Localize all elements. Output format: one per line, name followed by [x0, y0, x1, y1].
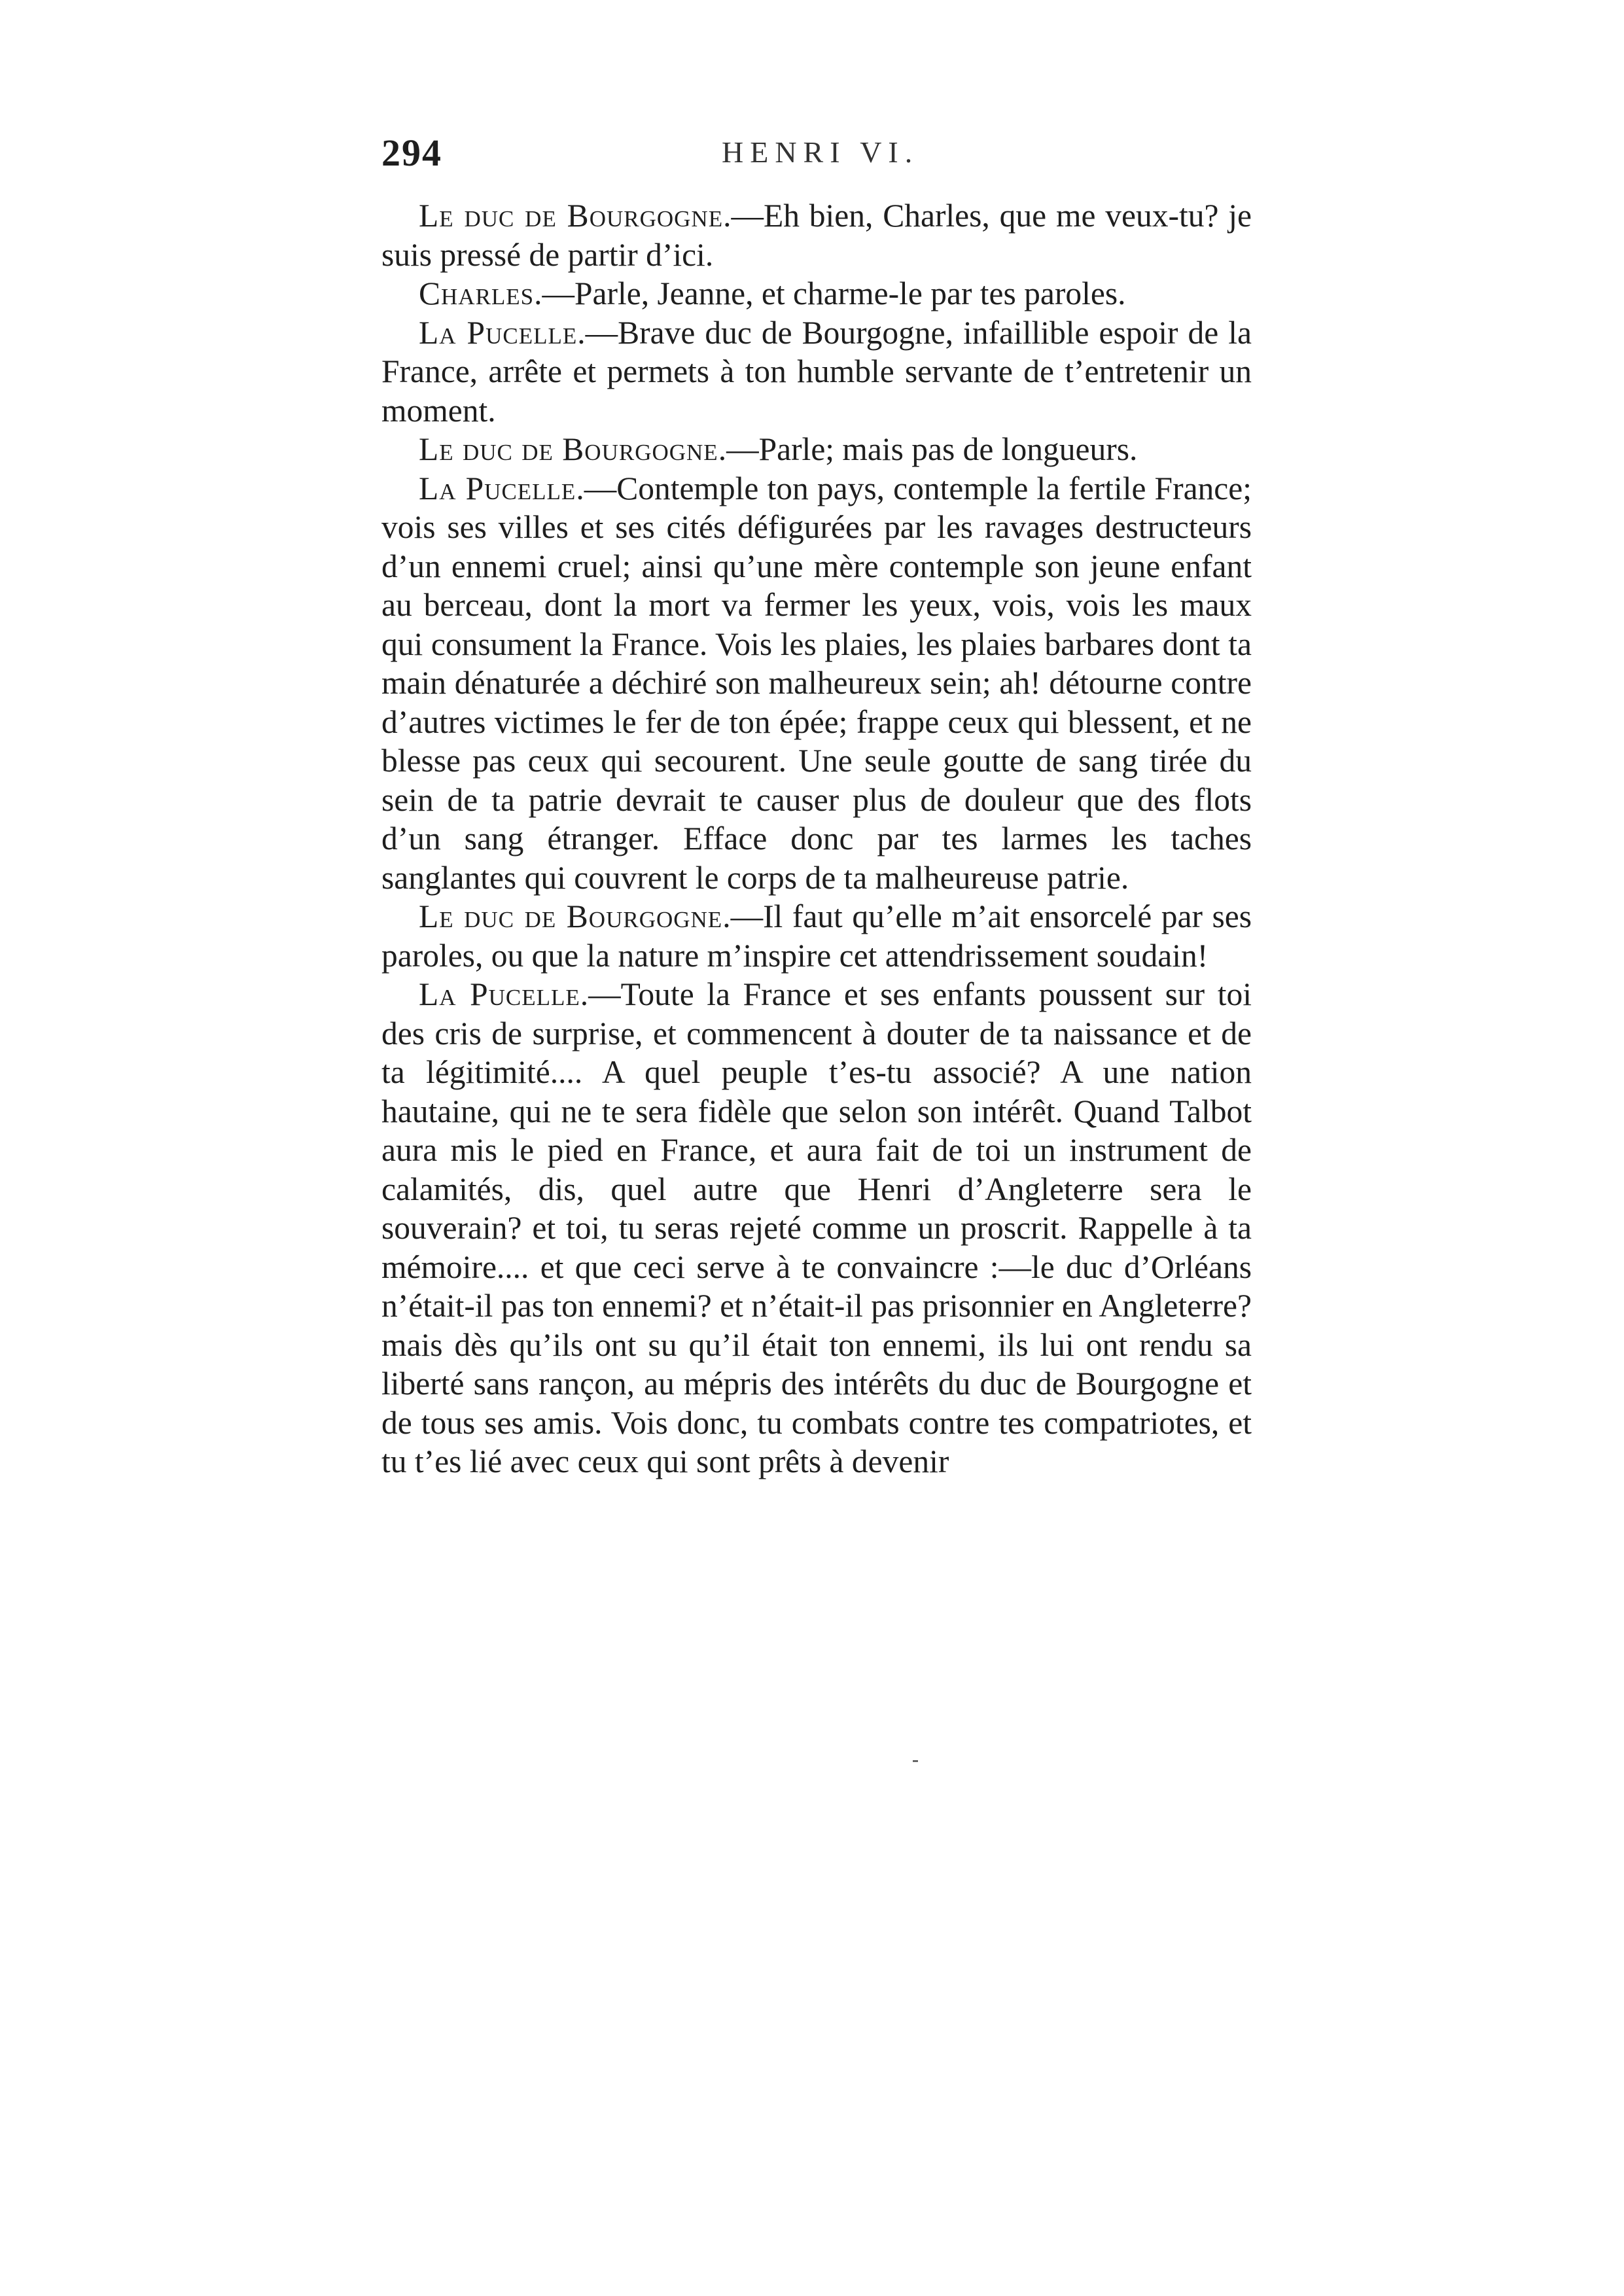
speech-separator: .—	[577, 314, 618, 351]
speech-paragraph	[381, 975, 1252, 1481]
speech-text: Parle, Jeanne, et charme-le par tes paroles.	[574, 275, 1126, 311]
speech-text: Toute la France et ses enfants poussent sur toi des cris de surprise, et commencent à douter de ta naissance et de ta légitimité.... A quel peuple t’es-tu associé? A une nation hautaine, qui ne te sera fidèle que selon son intérêt. Quand Talbot aura mis le pied en France, et aura fait de toi un instrument de calamités, dis, quel autre que Henri d’Angleterre sera le souverain? et toi, tu seras rejeté comme un proscrit. Rappelle à ta mémoire.... et que ceci serve à te convaincre :—le duc d’Orléans n’était-il pas ton ennemi? et n’était-il pas prisonnier en Angleterre? mais dès qu’ils ont su qu’il était ton ennemi, ils lui ont rendu sa liberté sans rançon, au mépris des intérêts du duc de Bourgogne et de tous ses amis. Vois donc, tu combats contre tes compatriotes, et tu t’es lié avec ceux qui sont prêts à devenir	[381, 976, 1252, 1479]
speech-separator: .—	[718, 431, 759, 467]
speech-separator: .—	[534, 275, 575, 311]
speech-separator: .—	[722, 898, 764, 934]
footer-mark	[913, 1760, 918, 1762]
dialogue-text	[381, 196, 1252, 1481]
speaker-name: La Pucelle	[419, 976, 580, 1012]
speech-separator: .—	[580, 976, 621, 1012]
speaker-name: Le duc de Bourgogne	[419, 198, 724, 234]
speech-paragraph	[381, 430, 1252, 469]
page-number: 294	[381, 132, 442, 174]
speech-paragraph	[381, 196, 1252, 274]
speech-text: Parle; mais pas de longueurs.	[758, 431, 1138, 467]
speech-text: Contemple ton pays, contemple la fertile France; vois ses villes et ses cités défigurées par les ravages destructeurs d’un ennemi cruel; ainsi qu’une mère contemple son jeune enfant au berceau, dont la mort va fermer les yeux, vois, vois les maux qui consument la France. Vois les plaies, les plaies barbares dont ta main dénaturée a déchiré son malheureux sein; ah! détourne contre d’autres victimes le fer de ton épée; frappe ceux qui blessent, et ne blesse pas ceux qui secourent. Une seule goutte de sang tirée du sein de ta patrie devrait te causer plus de douleur que des flots d’un sang étranger. Efface donc par tes larmes les taches sanglantes qui couvrent le corps de ta malheureuse patrie.	[381, 470, 1252, 896]
speech-text: Brave duc de Bourgogne, infaillible espoir de la France, arrête et permets à ton humble servante de t’entretenir un moment.	[381, 314, 1252, 429]
speaker-name: Charles	[419, 275, 535, 311]
speech-text: Il faut qu’elle m’ait ensorcelé par ses paroles, ou que la nature m’inspire cet attendrissement soudain!	[381, 898, 1252, 974]
speech-paragraph	[381, 274, 1252, 313]
page-header	[381, 131, 1252, 190]
speech-paragraph	[381, 313, 1252, 431]
speaker-name: La Pucelle	[419, 314, 578, 351]
speaker-name: Le duc de Bourgogne	[419, 431, 718, 467]
speech-text: Eh bien, Charles, que me veux-tu? je suis pressé de partir d’ici.	[381, 198, 1252, 273]
speaker-name: La Pucelle	[419, 470, 576, 506]
speech-paragraph	[381, 897, 1252, 975]
speaker-name: Le duc de Bourgogne	[419, 898, 723, 934]
running-title: HENRI VI.	[722, 135, 919, 169]
speech-separator: .—	[576, 470, 617, 506]
speech-paragraph	[381, 469, 1252, 898]
speech-separator: .—	[723, 198, 764, 234]
